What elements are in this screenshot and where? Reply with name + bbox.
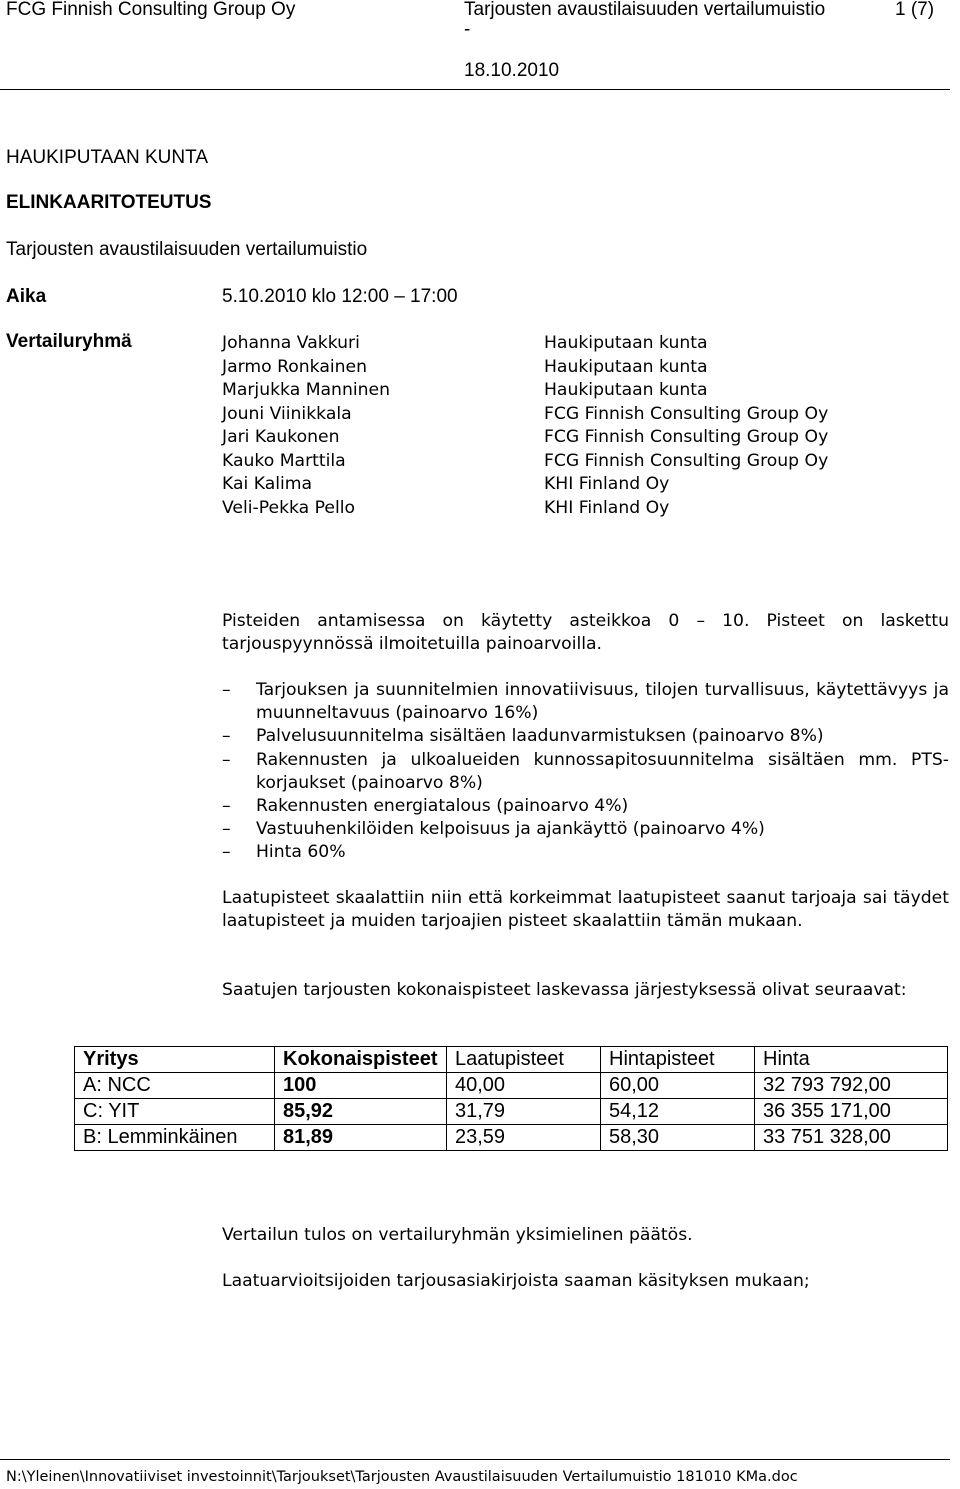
price-cell: 32 793 792,00: [755, 1073, 948, 1099]
header-page-number: 1 (7): [895, 0, 935, 20]
price-score-cell: 54,12: [601, 1099, 755, 1125]
column-header: Hintapisteet: [601, 1047, 755, 1073]
header-company: FCG Finnish Consulting Group Oy: [6, 0, 296, 20]
price-cell: 33 751 328,00: [755, 1125, 948, 1151]
header-doc-title: Tarjousten avaustilaisuuden vertailumuistio: [464, 0, 826, 20]
company-cell: C: YIT: [75, 1099, 275, 1125]
ranking-intro: Saatujen tarjousten kokonaispisteet laskevassa järjestyksessä olivat seuraavat:: [222, 980, 907, 1000]
time-value: 5.10.2010 klo 12:00 – 17:00: [222, 286, 458, 307]
quality-score-cell: 40,00: [447, 1073, 601, 1099]
header-date: 18.10.2010: [464, 60, 560, 81]
project-title: ELINKAARITOTEUTUS: [6, 192, 212, 213]
evaluators-note: Laatuarvioitsijoiden tarjousasiakirjoista saaman käsityksen mukaan;: [222, 1271, 810, 1291]
header-dash: -: [464, 19, 471, 40]
member-organization: Haukiputaan kunta: [544, 333, 708, 353]
criteria-list: [222, 679, 949, 865]
company-cell: A: NCC: [75, 1073, 275, 1099]
criteria-item: – Rakennusten energiatalous (painoarvo 4%): [222, 795, 949, 818]
document-subtitle: Tarjousten avaustilaisuuden vertailumuistio: [6, 239, 368, 260]
time-label: Aika: [6, 286, 47, 307]
member-name: Jarmo Ronkainen: [222, 356, 367, 377]
quality-score-cell: 31,79: [447, 1099, 601, 1125]
bullet-dash: –: [222, 842, 231, 863]
member-name: Jari Kaukonen: [222, 427, 340, 447]
price-score-cell: 60,00: [601, 1073, 755, 1099]
bullet-dash: –: [222, 680, 231, 700]
criteria-item: – Tarjouksen ja suunnitelmien innovatiivisuus, tilojen turvallisuus, käytettävyys ja muunneltavuus (painoarvo 16%): [222, 680, 949, 724]
total-score-cell: 100: [275, 1073, 447, 1099]
member-name: Kai Kalima: [222, 474, 313, 494]
company-cell: B: Lemminkäinen: [75, 1125, 275, 1151]
total-score-cell: 85,92: [275, 1099, 447, 1125]
bullet-dash: –: [222, 819, 231, 840]
total-score-cell: 81,89: [275, 1125, 447, 1151]
conclusion: Vertailun tulos on vertailuryhmän yksimielinen päätös.: [222, 1225, 693, 1245]
table-header-row: [75, 1047, 948, 1073]
member-organization: KHI Finland Oy: [544, 474, 670, 494]
table-row: [75, 1099, 948, 1125]
member-organization: FCG Finnish Consulting Group Oy: [544, 450, 829, 471]
scoring-intro: Pisteiden antamisessa on käytetty asteikkoa 0 – 10. Pisteet on laskettu tarjouspyynnössä ilmoitetuilla painoarvoilla.: [222, 611, 949, 654]
member-organization: Haukiputaan kunta: [544, 356, 708, 377]
member-name: Johanna Vakkuri: [222, 333, 360, 353]
member-name: Jouni Viinikkala: [222, 403, 352, 424]
member-organization: KHI Finland Oy: [544, 497, 670, 518]
member-organization: FCG Finnish Consulting Group Oy: [544, 427, 829, 447]
group-organizations: [544, 332, 828, 520]
column-header: Kokonaispisteet: [275, 1047, 447, 1073]
column-header: Hinta: [755, 1047, 948, 1073]
bullet-dash: –: [222, 796, 231, 817]
price-score-cell: 58,30: [601, 1125, 755, 1151]
criteria-item: – Rakennusten ja ulkoalueiden kunnossapitosuunnitelma sisältäen mm. PTS-korjaukset (painoarvo 8%): [222, 749, 949, 793]
member-organization: FCG Finnish Consulting Group Oy: [544, 403, 829, 424]
group-names: [222, 332, 390, 520]
footer-divider: [0, 1459, 950, 1460]
criteria-item: – Palvelusuunnitelma sisältäen laadunvarmistuksen (painoarvo 8%): [222, 725, 949, 748]
member-name: Marjukka Manninen: [222, 380, 390, 400]
column-header: Laatupisteet: [447, 1047, 601, 1073]
table-row: [75, 1073, 948, 1099]
quality-note: Laatupisteet skaalattiin niin että korkeimmat laatupisteet saanut tarjoaja sai täydet laatupisteet ja muiden tarjoajien pisteet skaalattiin tämän mukaan.: [222, 888, 949, 931]
quality-score-cell: 23,59: [447, 1125, 601, 1151]
bullet-dash: –: [222, 749, 231, 770]
footer-file-path: N:\Yleinen\Innovatiiviset investoinnit\Tarjoukset\Tarjousten Avaustilaisuuden Vertailumuistio 181010 KMa.doc: [6, 1469, 798, 1485]
price-cell: 36 355 171,00: [755, 1099, 948, 1125]
member-name: Veli-Pekka Pello: [222, 497, 356, 518]
table-row: [75, 1125, 948, 1151]
results-table: [74, 1046, 948, 1151]
group-label: Vertailuryhmä: [6, 331, 132, 352]
member-organization: Haukiputaan kunta: [544, 380, 708, 400]
criteria-item: – Hinta 60%: [222, 841, 949, 864]
header-divider: [0, 89, 950, 90]
bullet-dash: –: [222, 726, 231, 747]
municipality-title: HAUKIPUTAAN KUNTA: [6, 147, 208, 168]
criteria-item: – Vastuuhenkilöiden kelpoisuus ja ajankäyttö (painoarvo 4%): [222, 818, 949, 841]
column-header: Yritys: [75, 1047, 275, 1073]
member-name: Kauko Marttila: [222, 450, 346, 471]
